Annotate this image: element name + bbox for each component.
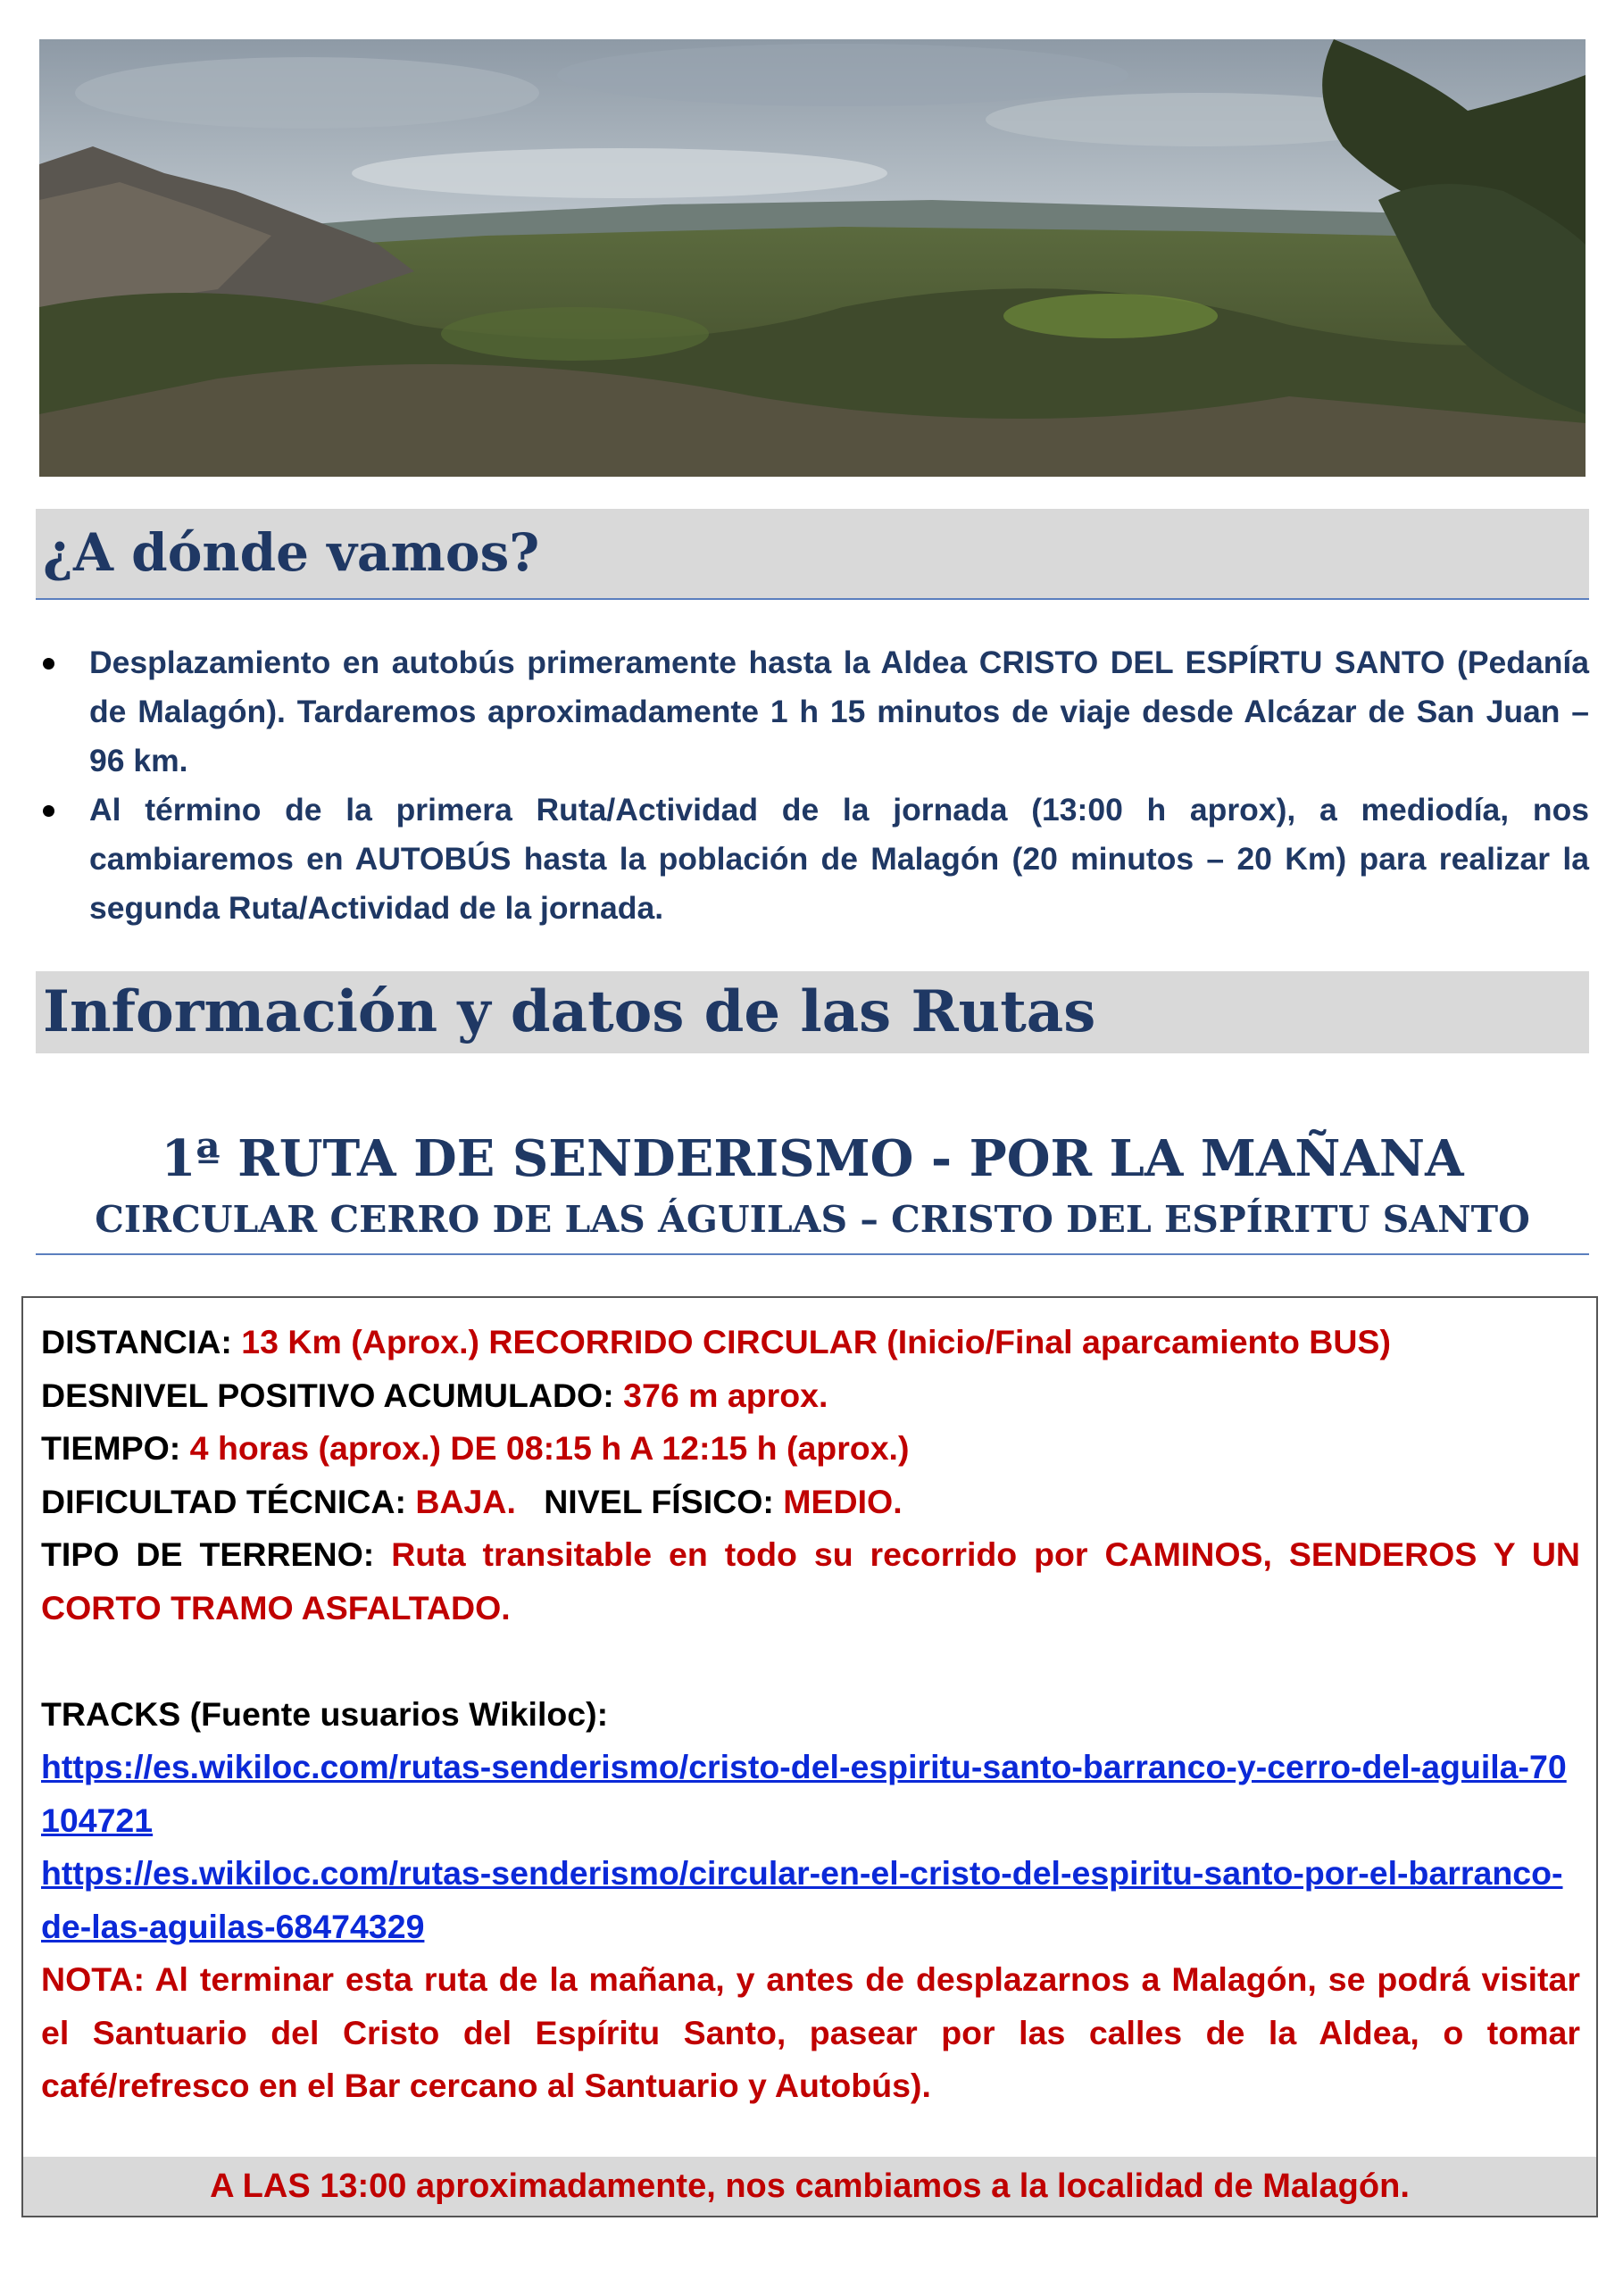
difficulty-line: DIFICULTAD TÉCNICA: BAJA. NIVEL FÍSICO: MEDIO. (41, 1482, 903, 1520)
section-heading-bar (36, 509, 1589, 600)
track-link-1-line (41, 1741, 1580, 1847)
distance-line: DISTANCIA: 13 Km (Aprox.) RECORRIDO CIRCULAR (Inicio/Final aparcamiento BUS) (41, 1323, 1391, 1360)
route-details-box (21, 1296, 1598, 2217)
track-link-2-line (41, 1847, 1580, 1953)
route-title: 1ª RUTA DE SENDERISMO - POR LA MAÑANA (161, 1129, 1464, 1188)
landscape-photo (39, 39, 1586, 477)
list-item: Al término de la primera Ruta/Actividad de la jornada (13:00 h aprox), a mediodía, nos cambiaremos en AUTOBÚS hasta la población de Malagón (20 minutos – 20 Km) para realizar la segunda Ruta/Actividad de la jornada. (36, 786, 1589, 933)
trip-info-list (36, 638, 1589, 933)
route-heading (36, 1123, 1589, 1255)
bullet-icon (43, 805, 54, 817)
section-heading-bar (36, 971, 1589, 1053)
section-heading-routes: Información y datos de las Rutas (43, 978, 1096, 1045)
note-text: NOTA: Al terminar esta ruta de la mañana, y antes de desplazarnos a Malagón, se podrá visitar el Santuario del Cristo del Espíritu Santo, pasear por las calles de la Aldea, o tomar café/refresco en el Bar cercano al Santuario y Autobús). (41, 1960, 1580, 2104)
route-subtitle: CIRCULAR CERRO DE LAS ÁGUILAS – CRISTO DEL ESPÍRITU SANTO (95, 1198, 1530, 1241)
elevation-line: DESNIVEL POSITIVO ACUMULADO: 376 m aprox. (41, 1376, 828, 1414)
track-link-2[interactable]: https://es.wikiloc.com/rutas-senderismo/circular-en-el-cristo-del-espiritu-santo-por-el-barranco-de-las-aguilas-68474329 (41, 1854, 1563, 1945)
list-item: Desplazamiento en autobús primeramente hasta la Aldea CRISTO DEL ESPÍRTU SANTO (Pedanía de Malagón). Tardaremos aproximadamente 1 h 15 minutos de viaje desde Alcázar de San Juan – 96 km. (36, 638, 1589, 786)
tracks-label: TRACKS (Fuente usuarios Wikiloc): (41, 1694, 609, 1733)
bullet-icon (43, 658, 54, 670)
section-heading-where: ¿A dónde vamos? (43, 522, 540, 583)
time-line: TIEMPO: 4 horas (aprox.) DE 08:15 h A 12:15 h (aprox.) (41, 1429, 910, 1467)
track-link-1[interactable]: https://es.wikiloc.com/rutas-senderismo/cristo-del-espiritu-santo-barranco-y-cerro-del-aguila-70104721 (41, 1748, 1567, 1839)
terrain-line: TIPO DE TERRENO: Ruta transitable en todo su recorrido por CAMINOS, SENDEROS Y UN CORTO TRAMO ASFALTADO. (41, 1535, 1581, 1626)
transfer-notice: A LAS 13:00 aproximadamente, nos cambiamos a la localidad de Malagón. (23, 2157, 1596, 2216)
